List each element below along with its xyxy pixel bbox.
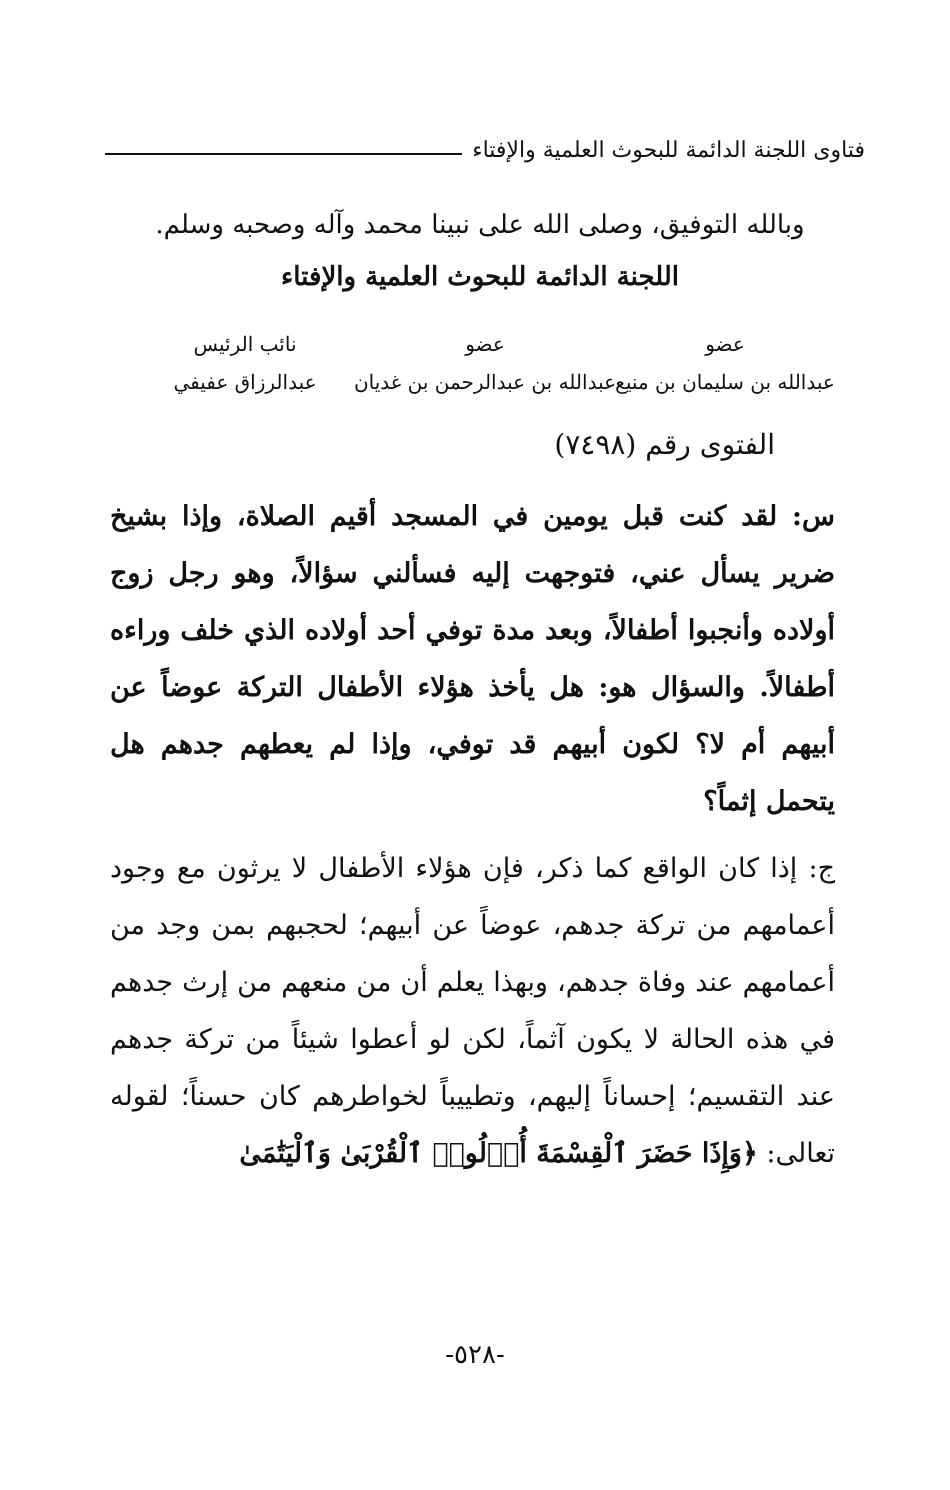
header-title: فتاوى اللجنة الدائمة للبحوث العلمية والإفتاء [472,137,865,163]
answer-paragraph [110,840,835,1182]
header-rule [105,153,462,155]
signatory-role: عضو [705,332,745,356]
signatory-name: عبدالله بن عبدالرحمن بن غديان [353,370,617,394]
signatory-name: عبدالله بن سليمان بن منيع [615,370,835,394]
signatory-role: نائب الرئيس [193,332,297,356]
fatwa-number: الفتوى رقم (٧٤٩٨) [554,428,775,461]
signatory-2 [353,325,617,401]
running-header [105,128,865,172]
signatory-name: عبدالرزاق عفيفي [173,370,317,394]
question-paragraph: س: لقد كنت قبل يومين في المسجد أقيم الصلاة، وإذا بشيخ ضرير يسأل عني، فتوجهت إليه فسألني سؤالاً، وهو رجل زوج أولاده وأنجبوا أطفالاً، وبعد مدة توفي أحد أولاده الذي خلف وراءه أطفالاً. والسؤال هو: هل يأخذ هؤلاء الأطفال التركة عوضاً عن أبيهم أم لا؟ لكون أبيهم قد توفي، وإذا لم يعطهم جدهم هل يتحمل إثماً؟ [110,501,835,817]
signatory-3 [125,325,365,401]
signatory-role: عضو [465,332,505,356]
signatories [125,325,845,401]
signatory-1 [605,325,845,401]
committee-name: اللجنة الدائمة للبحوث العلمية والإفتاء [281,262,679,292]
answer-text: ج: إذا كان الواقع كما ذكر، فإن هؤلاء الأطفال لا يرثون مع وجود أعمامهم من تركة جدهم، عوضاً عن أبيهم؛ لحجبهم بمن وجد من أعمامهم عند وفاة جدهم، وبهذا يعلم أن من منعهم من إرث جدهم في هذه الحالة لا يكون آثماً، لكن لو أعطوا شيئاً من تركة جدهم عند التقسيم؛ إحساناً إليهم، وتطييباً لخواطرهم كان حسناً؛ لقوله تعالى: [110,853,835,1169]
page-number: -٥٢٨- [445,1340,505,1370]
closing-line: وبالله التوفيق، وصلى الله على نبينا محمد وآله وصحبه وسلم. [155,210,805,240]
quran-verse: ﴿وَإِذَا حَضَرَ ٱلْقِسْمَةَ أُو۟لُوا۟ ٱلْقُرْبَىٰ وَٱلْيَتَٰمَىٰ [239,1138,758,1169]
